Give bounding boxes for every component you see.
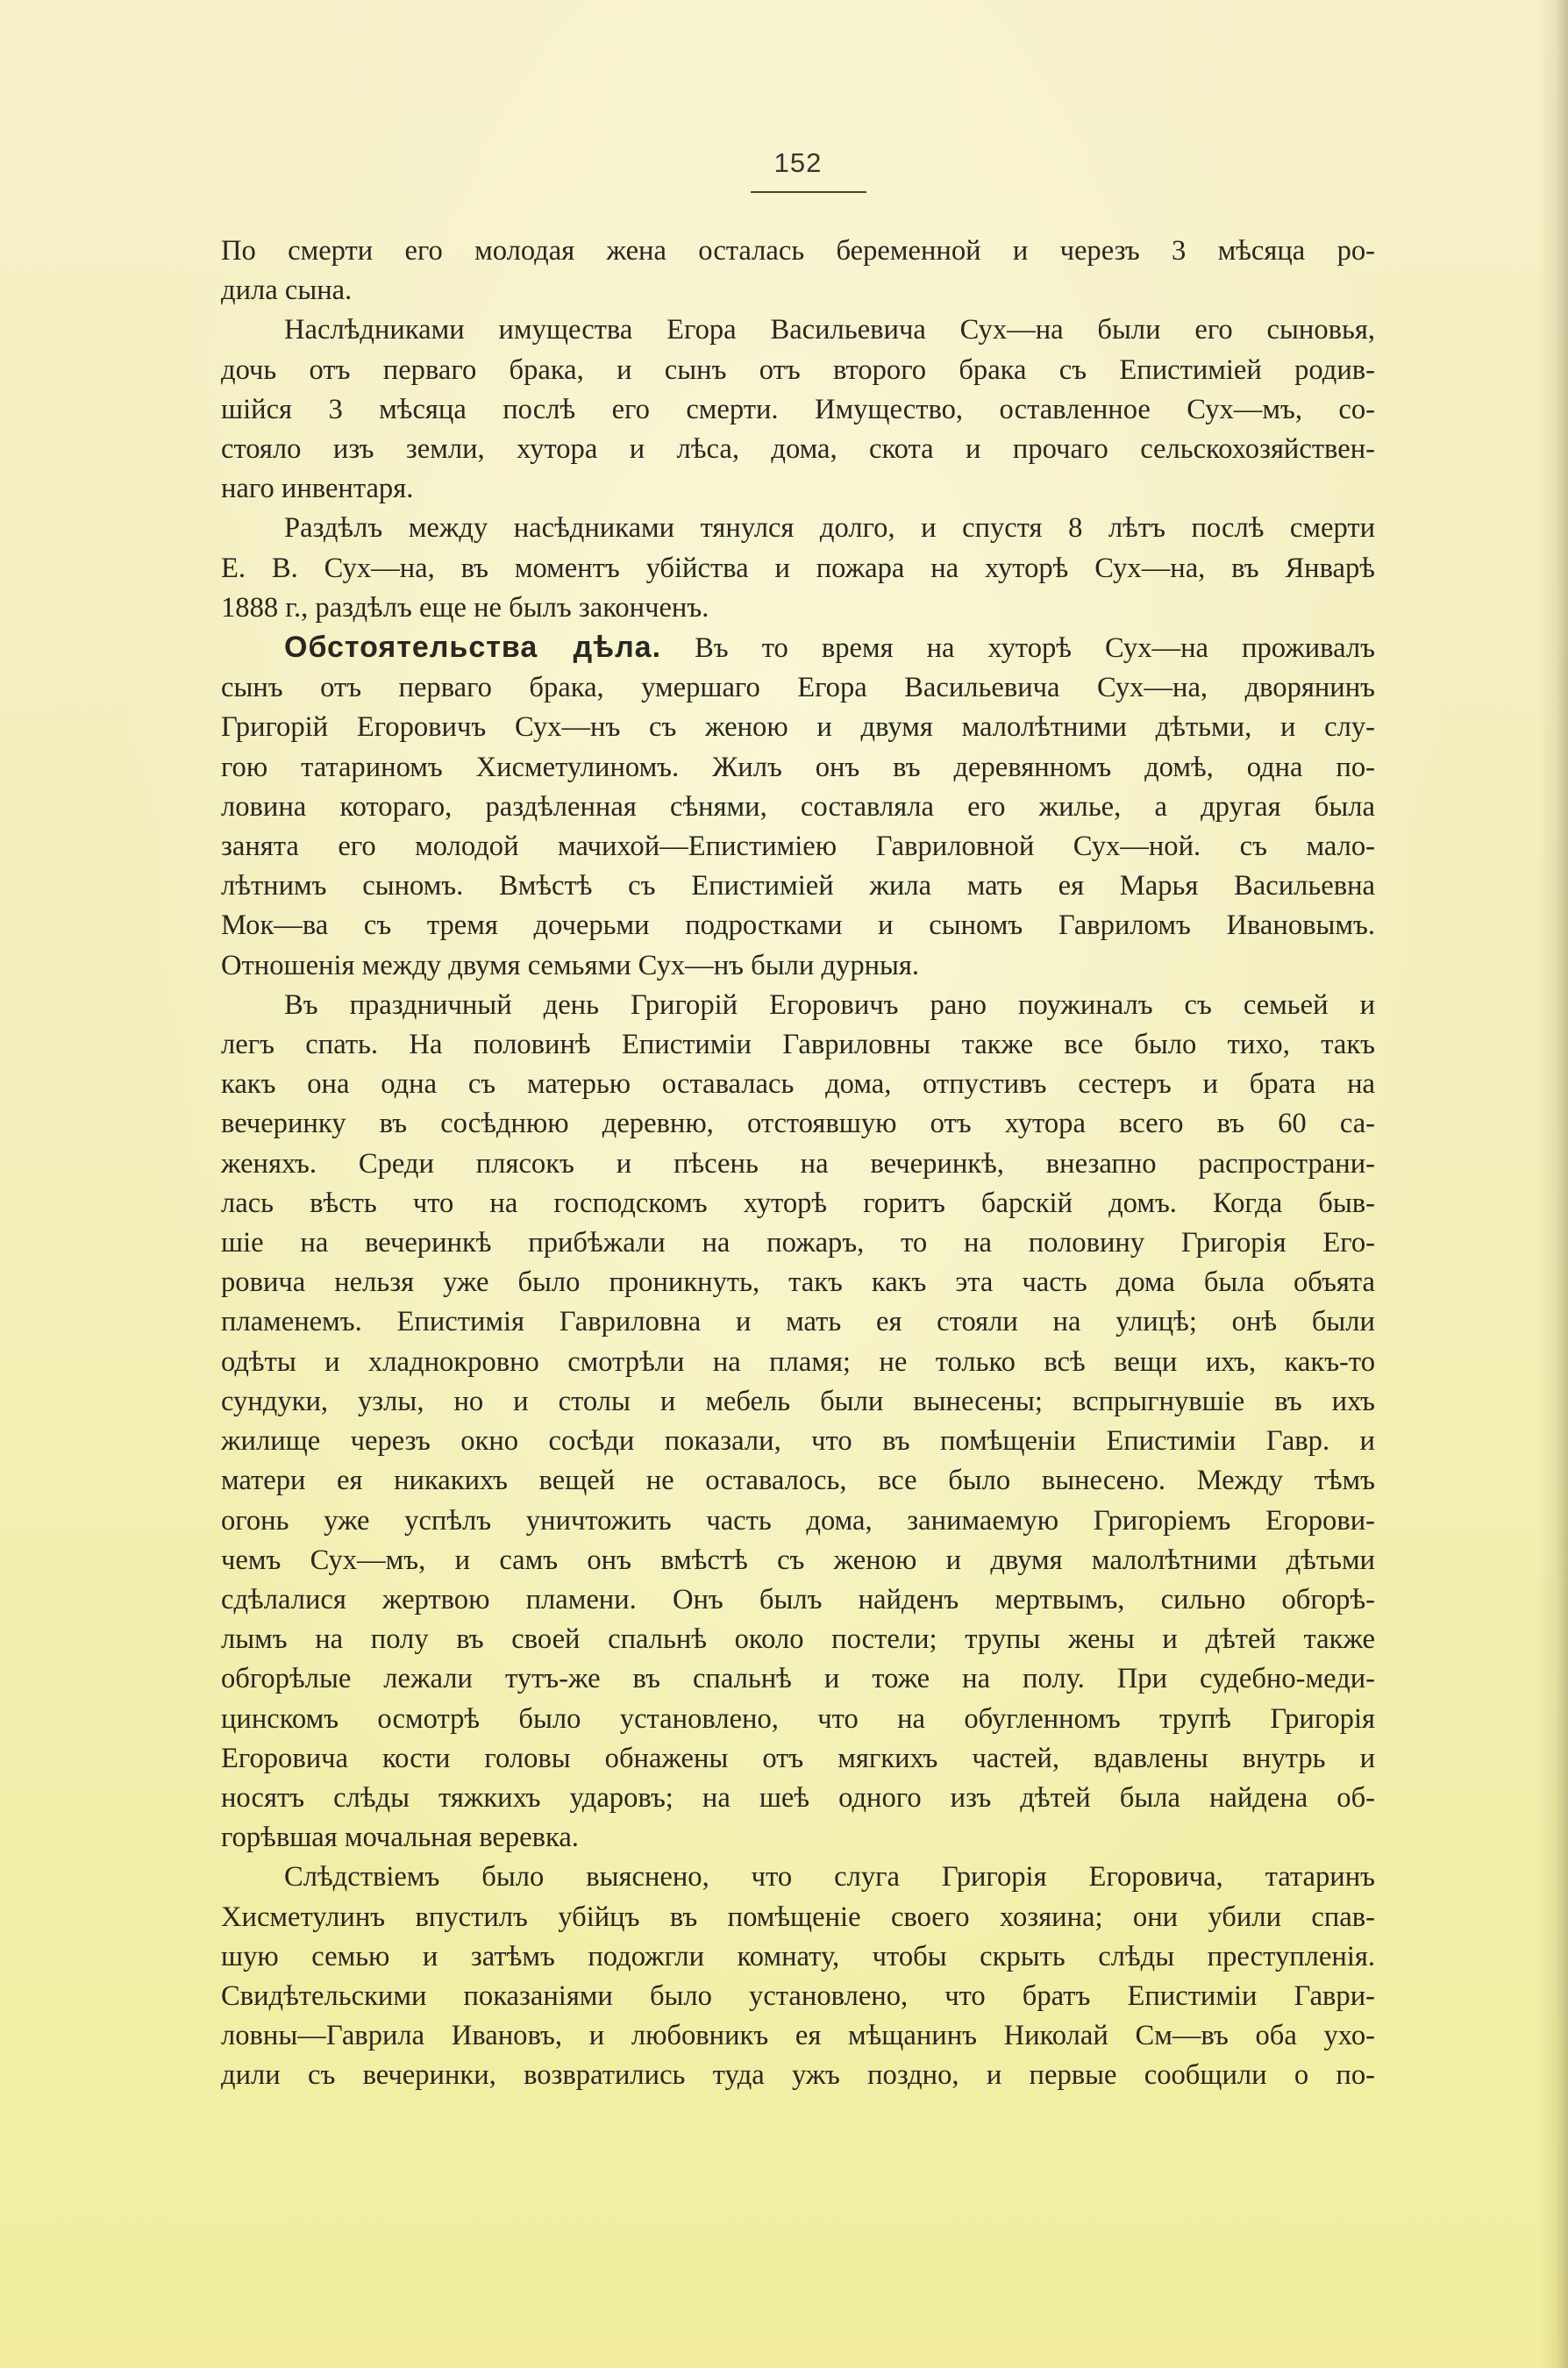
text-line: занята его молодой мачихой—Епистиміею Гавриловной Сух—ной. съ мало- (221, 831, 1375, 863)
text-line: Слѣдствіемъ было выяснено, что слуга Григорія Егоровича, татаринъ (284, 1861, 1375, 1894)
text-line-rest: Въ то время на хуторѣ Сух—на проживалъ (695, 632, 1375, 665)
text-line: жилище черезъ окно сосѣди показали, что въ помѣщеніи Епистиміи Гавр. и (221, 1425, 1375, 1458)
text-line: женяхъ. Среди плясокъ и пѣсень на вечеринкѣ, внезапно распространи- (221, 1147, 1375, 1180)
text-line: пламенемъ. Епистимія Гавриловна и мать ея стояли на улицѣ; онѣ были (221, 1306, 1375, 1338)
text-line: носятъ слѣды тяжкихъ ударовъ; на шеѣ одного изъ дѣтей была найдена об- (221, 1781, 1375, 1814)
text-line: одѣты и хладнокровно смотрѣли на пламя; не только всѣ вещи ихъ, какъ-то (221, 1345, 1375, 1378)
text-line: лымъ на полу въ своей спальнѣ около постели; трупы жены и дѣтей также (221, 1623, 1375, 1656)
text-line: Мок—ва съ тремя дочерьми подростками и сыномъ Гавриломъ Ивановымъ. (221, 909, 1375, 942)
text-line: лась вѣсть что на господскомъ хуторѣ горитъ барскій домъ. Когда быв- (221, 1187, 1375, 1219)
text-line: Въ праздничный день Григорій Егоровичъ рано поужиналъ съ семьей и (284, 988, 1375, 1021)
text-line: По смерти его молодая жена осталась беременной и черезъ 3 мѣсяца ро- (221, 235, 1375, 267)
text-line (221, 628, 1375, 668)
text-line: легъ спать. На половинѣ Епистиміи Гавриловны также все было тихо, такъ (221, 1029, 1375, 1061)
text-line: Отношенія между двумя семьями Сух—нъ были дурныя. (221, 949, 920, 981)
text-line: обгорѣлые лежали тутъ-же въ спальнѣ и тоже на полу. При судебно-меди- (221, 1663, 1375, 1695)
text-line: Наслѣдниками имущества Егора Васильевича Сух—на были его сыновья, (284, 314, 1375, 346)
text-line: лѣтнимъ сыномъ. Вмѣстѣ съ Епистиміей жила мать ея Марья Васильевна (221, 870, 1375, 902)
text-line: дила сына. (221, 275, 353, 307)
text-line: дочь отъ перваго брака, и сынъ отъ второго брака съ Епистиміей родив- (221, 353, 1375, 386)
text-line: матери ея никакихъ вещей не оставалось, все было вынесено. Между тѣмъ (221, 1465, 1375, 1497)
text-line: стояло изъ земли, хутора и лѣса, дома, скота и прочаго сельскохозяйствен- (221, 433, 1375, 466)
text-line: чемъ Сух—мъ, и самъ онъ вмѣстѣ съ женою и двумя малолѣтними дѣтьми (221, 1544, 1375, 1576)
text-line: ловина котораго, раздѣленная сѣнями, составляла его жилье, а другая была (221, 790, 1375, 823)
text-line: 1888 г., раздѣлъ еще не былъ законченъ. (221, 591, 709, 624)
text-line: Хисметулинъ впустилъ убійцъ въ помѣщеніе своего хозяина; они убили спав- (221, 1901, 1375, 1933)
text-line: шійся 3 мѣсяца послѣ его смерти. Имущество, оставленное Сух—мъ, со- (221, 393, 1375, 425)
page-number: 152 (773, 147, 823, 178)
text-line: Е. В. Сух—на, въ моментъ убійства и пожара на хуторѣ Сух—на, въ Январѣ (221, 552, 1375, 584)
text-line: ровича нельзя уже было проникнуть, такъ какъ эта часть дома была объята (221, 1266, 1375, 1299)
text-line: сундуки, узлы, но и столы и мебель были вынесены; вспрыгнувшіе въ ихъ (221, 1385, 1375, 1417)
text-line: вечеринку въ сосѣднюю деревню, отстоявшую отъ хутора всего въ 60 са- (221, 1108, 1375, 1140)
text-line: огонь уже успѣлъ уничтожить часть дома, занимаемую Григоріемъ Егорови- (221, 1504, 1375, 1537)
text-line: ловны—Гаврила Ивановъ, и любовникъ ея мѣщанинъ Николай См—въ оба ухо- (221, 2020, 1375, 2052)
text-line: Григорій Егоровичъ Сух—нъ съ женою и двумя малолѣтними дѣтьми, и слу- (221, 711, 1375, 744)
text-line: какъ она одна съ матерью оставалась дома, отпустивъ сестеръ и брата на (221, 1068, 1375, 1101)
page-edge-shadow (1538, 0, 1568, 2368)
text-line: сдѣлалися жертвою пламени. Онъ былъ найденъ мертвымъ, сильно обгорѣ- (221, 1583, 1375, 1616)
text-line: шую семью и затѣмъ подожгли комнату, чтобы скрыть слѣды преступленія. (221, 1940, 1375, 1972)
body-text (221, 232, 1375, 2096)
section-heading: Обстоятельства дѣла. (284, 631, 662, 665)
page-number-rule (751, 191, 866, 193)
text-line: наго инвентаря. (221, 473, 414, 505)
text-line: Егоровича кости головы обнажены отъ мягкихъ частей, вдавлены внутрь и (221, 1742, 1375, 1774)
text-line: Свидѣтельскими показаніями было установлено, что братъ Епистиміи Гаври- (221, 1979, 1375, 2012)
text-line: сынъ отъ перваго брака, умершаго Егора Васильевича Сух—на, дворянинъ (221, 672, 1375, 704)
text-line: шіе на вечеринкѣ прибѣжали на пожаръ, то на половину Григорія Его- (221, 1227, 1375, 1259)
text-line: цинскомъ осмотрѣ было установлено, что на обугленномъ трупѣ Григорія (221, 1702, 1375, 1735)
text-line: горѣвшая мочальная веревка. (221, 1822, 579, 1854)
text-line: Раздѣлъ между насѣдниками тянулся долго, и спустя 8 лѣтъ послѣ смерти (284, 512, 1375, 545)
text-line: гою татариномъ Хисметулиномъ. Жилъ онъ въ деревянномъ домѣ, одна по- (221, 751, 1375, 783)
text-line: дили съ вечеринки, возвратились туда ужъ поздно, и первые сообщили о по- (221, 2059, 1375, 2092)
